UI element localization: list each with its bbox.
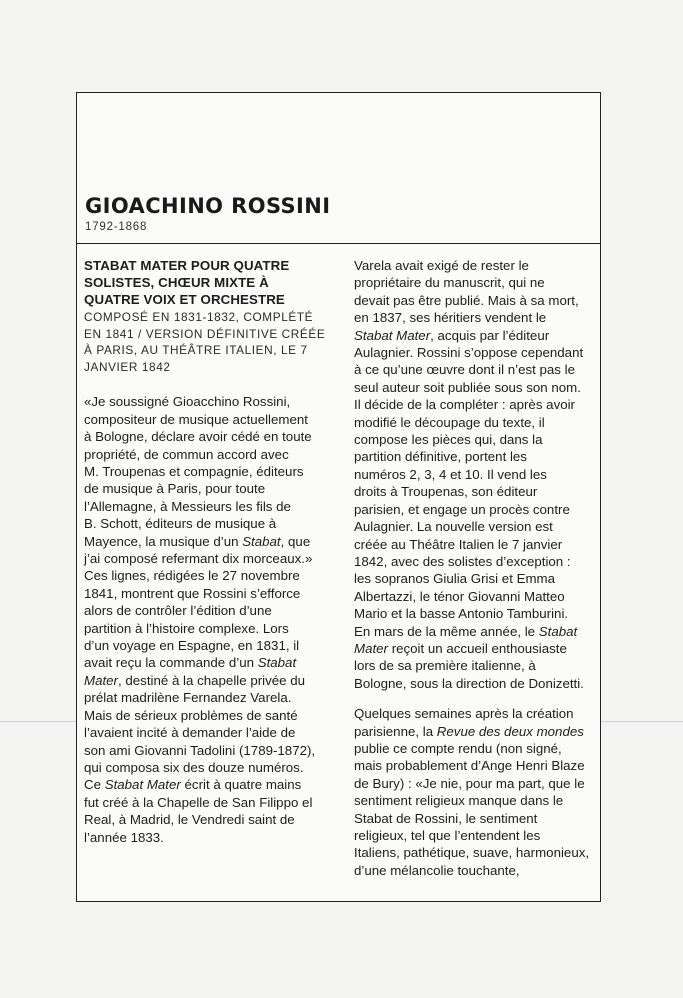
text-line	[354, 623, 599, 640]
italic-title: Mater	[84, 672, 118, 688]
composer-name: GIOACHINO ROSSINI	[85, 194, 331, 218]
text-line: Stabat de Rossini, le sentiment	[354, 810, 538, 826]
work-meta-line: JANVIER 1842	[84, 359, 171, 374]
right-column	[354, 257, 599, 879]
left-column	[84, 257, 334, 846]
text-line: religieux, tel que l’entendent les	[354, 828, 541, 843]
text-line: Italiens, pathétique, suave, harmonieux,	[354, 845, 590, 861]
text-line: l’année 1833.	[84, 829, 164, 845]
composer-header	[85, 193, 330, 235]
work-meta-line: EN 1841 / VERSION DÉFINITIVE CRÉÉE	[84, 326, 326, 341]
text-line: Aulagnier. La nouvelle version est	[354, 519, 553, 535]
text-line: droits à Troupenas, son éditeur	[354, 484, 538, 500]
text-line: d’une mélancolie touchante,	[354, 862, 520, 878]
text-line: Ces lignes, rédigées le 27 novembre	[84, 568, 300, 584]
work-title-line: STABAT MATER POUR QUATRE	[84, 258, 290, 273]
text-line: Il décide de la compléter : après avoir	[354, 397, 575, 413]
text-run: avait reçu la commande d’un	[84, 655, 258, 671]
text-line	[84, 533, 334, 550]
text-line: propriété, de commun accord avec	[84, 446, 289, 462]
text-line: 1841, montrent que Rossini s’efforce	[84, 585, 301, 601]
text-line: l’Allemagne, à Messieurs les fils de	[84, 498, 291, 514]
composer-dates: 1792-1868	[85, 221, 148, 233]
text-line: Mario et la basse Antonio Tamburini.	[354, 606, 569, 622]
text-run: Mayence, la musique d’un	[84, 533, 243, 549]
text-line: prélat madrilène Fernandez Varela.	[84, 690, 292, 706]
work-composition-info	[84, 309, 334, 375]
text-line: sentiment religieux manque dans le	[354, 793, 564, 809]
text-line: qui composa six des douze numéros.	[84, 759, 304, 775]
work-meta-line: COMPOSÉ EN 1831-1832, COMPLÉTÉ	[84, 310, 314, 324]
text-line: fut créé à la Chapelle de San Filippo el	[84, 794, 313, 810]
text-line: Mais de sérieux problèmes de santé	[84, 707, 298, 723]
text-line: numéros 2, 3, 4 et 10. Il vend les	[354, 466, 547, 482]
text-run: En mars de la même année, le	[354, 623, 539, 639]
text-line: en 1837, ses héritiers vendent le	[354, 310, 547, 326]
italic-title: Revue des deux mondes	[436, 723, 584, 739]
text-line: partition définitive, portent les	[354, 449, 527, 465]
text-line: partition à l’histoire complexe. Lors	[84, 620, 289, 636]
program-note-frame	[76, 92, 601, 902]
text-line: Varela avait exigé de rester le	[354, 258, 529, 273]
italic-title: Stabat Mater	[104, 777, 181, 793]
text-line: Quelques semaines après la création	[354, 706, 574, 722]
text-line	[354, 723, 599, 740]
text-run: , acquis par l’éditeur	[430, 327, 550, 343]
text-line	[84, 776, 334, 793]
text-line: M. Troupenas et compagnie, éditeurs	[84, 464, 304, 479]
text-line: Albertazzi, le ténor Giovanni Matteo	[354, 588, 565, 604]
text-line: parisien, et engage un procès contre	[354, 501, 570, 517]
text-line: lors de sa première italienne, à	[354, 658, 536, 674]
text-line: Real, à Madrid, le Vendredi saint de	[84, 812, 295, 828]
text-line: créée au Théâtre Italien le 7 janvier	[354, 536, 563, 552]
text-run: , que	[280, 533, 311, 549]
text-run: , destiné à la chapelle privée du	[118, 672, 306, 688]
work-title-line: QUATRE VOIX ET ORCHESTRE	[84, 292, 285, 307]
body-paragraph-2	[354, 257, 599, 692]
italic-title: Mater	[354, 640, 388, 656]
text-line: 1842, avec des solistes d’exception :	[354, 553, 571, 569]
work-title-line: SOLISTES, CHŒUR MIXTE À	[84, 275, 269, 290]
text-line: modifié le découpage du texte, il	[354, 414, 545, 430]
work-title	[84, 257, 334, 308]
italic-title: Stabat	[538, 623, 578, 639]
italic-title: Stabat	[242, 533, 281, 549]
italic-title: Stabat	[257, 655, 297, 671]
text-line: compose les pièces qui, dans la	[354, 432, 543, 448]
body-paragraph-3	[354, 705, 599, 879]
text-line	[84, 672, 334, 689]
text-line: propriétaire du manuscrit, qui ne	[354, 275, 545, 291]
text-line: publie ce compte rendu (non signé,	[354, 740, 562, 756]
text-line: «Je soussigné Gioacchino Rossini,	[84, 394, 291, 410]
text-line: à ce qu’une œuvre dont il n’est pas le	[354, 362, 576, 378]
text-line: compositeur de musique actuellement	[84, 411, 308, 427]
italic-title: Stabat Mater	[354, 327, 431, 343]
work-meta-line: À PARIS, AU THÉÂTRE ITALIEN, LE 7	[84, 343, 308, 358]
text-line: devait pas être publié. Mais à sa mort,	[354, 292, 579, 308]
text-line: à Bologne, déclare avoir cédé en toute	[84, 429, 312, 445]
text-line: Bologne, sous la direction de Donizetti.	[354, 675, 584, 691]
text-line	[354, 640, 599, 657]
text-line: son ami Giovanni Tadolini (1789-1872),	[84, 742, 316, 758]
text-line	[354, 327, 599, 344]
text-run: parisienne, la	[354, 723, 437, 739]
text-line: de musique à Paris, pour toute	[84, 481, 266, 497]
text-run: Ce	[84, 777, 105, 793]
body-paragraph-1	[84, 393, 334, 846]
header-divider	[77, 243, 600, 244]
text-line: l’avaient incité à demander l’aide de	[84, 725, 296, 741]
text-line: seul auteur soit publiée sous son nom.	[354, 379, 581, 395]
text-line: les sopranos Giulia Grisi et Emma	[354, 571, 555, 587]
text-line: mais probablement d’Ange Henri Blaze	[354, 758, 585, 774]
text-line: B. Schott, éditeurs de musique à	[84, 516, 277, 532]
text-run: reçoit un accueil enthousiaste	[388, 640, 567, 656]
text-line	[84, 654, 334, 671]
text-line: de Bury) : «Je nie, pour ma part, que le	[354, 775, 585, 791]
text-line: j’ai composé refermant dix morceaux.»	[84, 551, 313, 567]
text-line: alors de contrôler l’édition d’une	[84, 603, 272, 619]
text-line: Aulagnier. Rossini s’oppose cependant	[354, 345, 584, 361]
text-line: d’un voyage en Espagne, en 1831, il	[84, 638, 300, 654]
text-run: écrit à quatre mains	[180, 777, 302, 793]
